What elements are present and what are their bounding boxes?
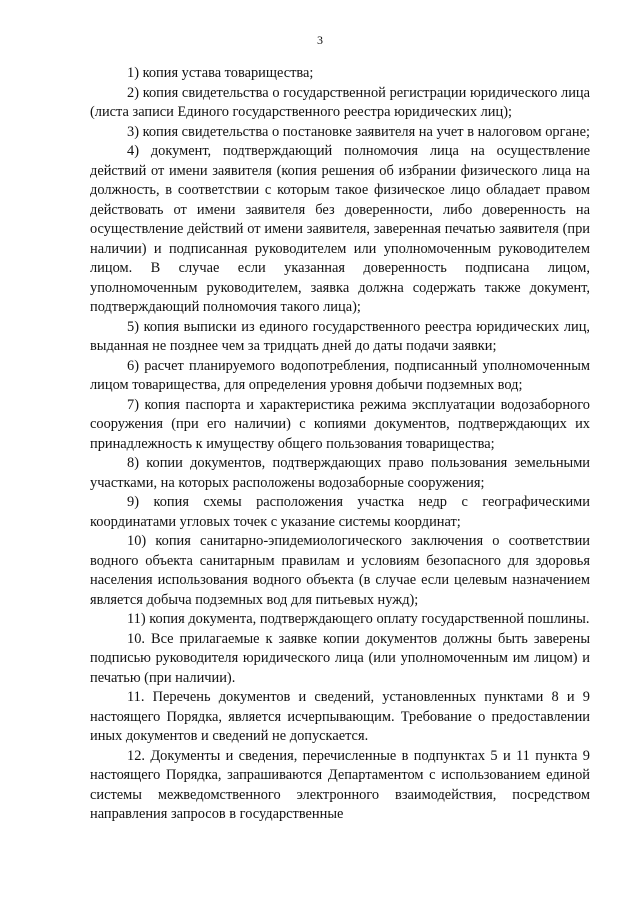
paragraph-item-10: 10) копия санитарно-эпидемиологического заключения о соответствии водного объекта санитарным правилам и условиям безопасного для здоровья населения использования водного объекта (в случае если целевым назначением является добыча подземных вод для питьевых нужд); (90, 533, 590, 608)
paragraph-clause-12: 12. Документы и сведения, перечисленные в подпунктах 5 и 11 пункта 9 настоящего Порядка, запрашиваются Департаментом с использованием единой системы межведомственного электронного взаимодействия, посредством направления запросов в государственные (90, 747, 590, 822)
paragraph-item-6: 6) расчет планируемого водопотребления, подписанный уполномоченным лицом товарищества, для определения уровня добычи подземных вод; (90, 357, 590, 393)
paragraph-item-2: 2) копия свидетельства о государственной регистрации юридического лица (листа записи Единого государственного реестра юридических лиц); (90, 84, 590, 120)
paragraph-item-9: 9) копия схемы расположения участка недр с географическими координатами угловых точек с указание системы координат; (90, 494, 590, 530)
paragraph-item-11: 11) копия документа, подтверждающего оплату государственной пошлины. (127, 611, 590, 627)
paragraph-item-7: 7) копия паспорта и характеристика режима эксплуатации водозаборного сооружения (при его наличии) с копиями документов, подтверждающих их принадлежность к имуществу общего пользования товарищества; (90, 396, 590, 452)
paragraph-item-8: 8) копии документов, подтверждающих право пользования земельными участками, на которых расположены водозаборные сооружения; (90, 455, 590, 491)
paragraph-item-5: 5) копия выписки из единого государственного реестра юридических лиц, выданная не позднее чем за тридцать дней до даты подачи заявки; (90, 318, 590, 354)
paragraph-clause-10: 10. Все прилагаемые к заявке копии документов должны быть заверены подписью руководителя юридического лица (или уполномоченным им лицом) и печатью (при наличии). (90, 630, 590, 686)
paragraph-item-1: 1) копия устава товарищества; (127, 65, 314, 81)
paragraph-item-3: 3) копия свидетельства о постановке заявителя на учет в налоговом органе; (127, 123, 591, 140)
paragraph-item-4: 4) документ, подтверждающий полномочия лица на осуществление действий от имени заявителя (копия решения об избрании физического лица на должность, в соответствии с которым такое физическое лицо обладает правом действовать от имени заявителя без доверенности, либо доверенность на осуществление действий от имени заявителя, заверенная печатью заявителя (при наличии) и подписанная руководителем или уполномоченным руководителем лицом. В случае если указанная доверенность подписана лицом, уполномоченным руководителем, заявка должна содержать также документ, подтверждающий полномочия такого лица); (90, 143, 590, 315)
page-number: 3 (317, 33, 323, 47)
document-body (90, 64, 590, 825)
paragraph-clause-11: 11. Перечень документов и сведений, установленных пунктами 8 и 9 настоящего Порядка, является исчерпывающим. Требование о предоставлении иных документов и сведений не допускается. (90, 689, 590, 744)
